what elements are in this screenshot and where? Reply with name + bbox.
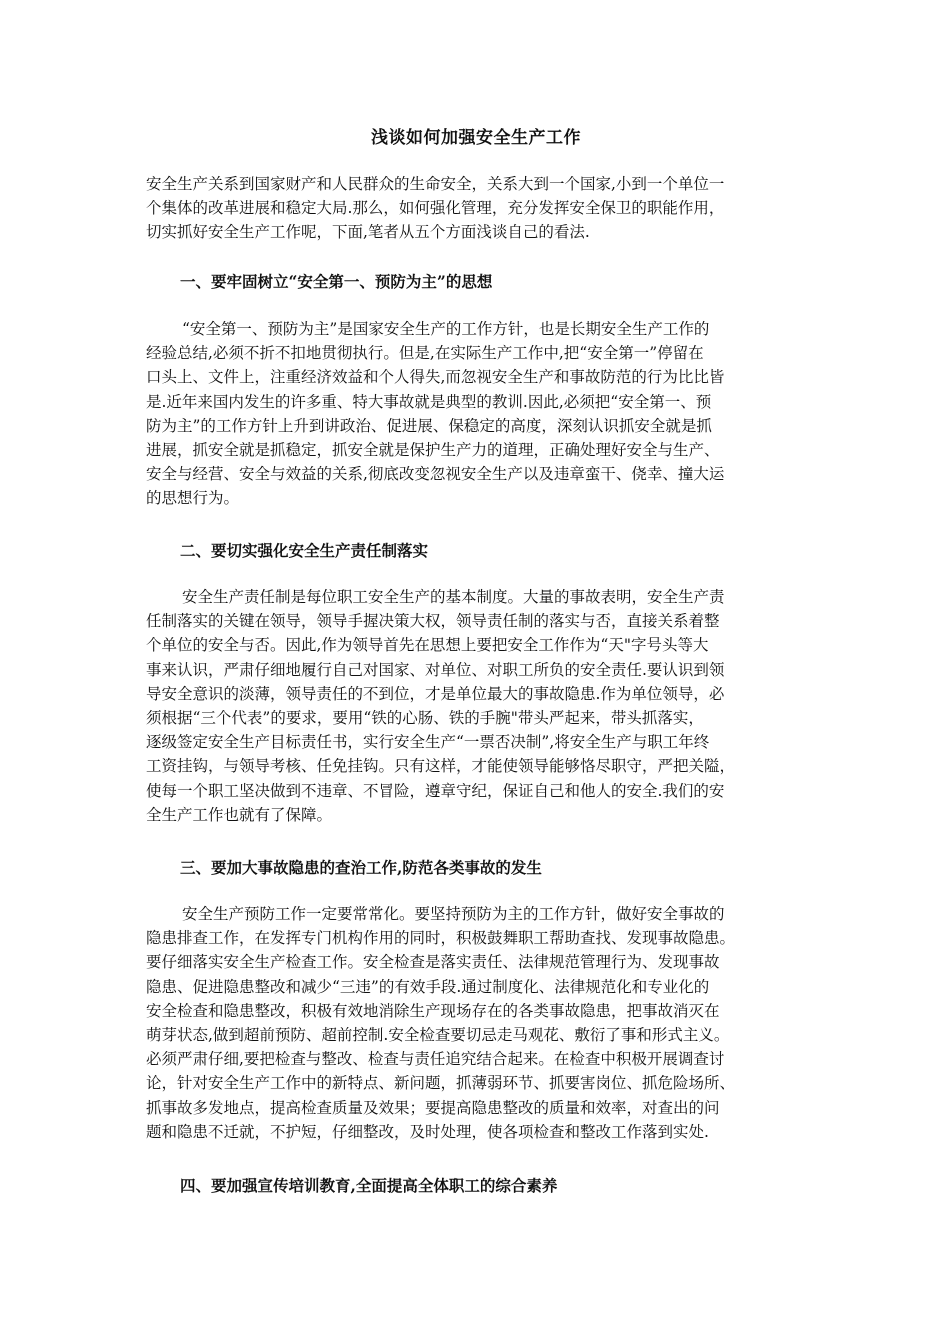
paragraph-line: 逐级签定安全生产目标责任书，实行安全生产“一票否决制”,将安全生产与职工年终 [146,733,710,752]
paragraph-line: 进展，抓安全就是抓稳定，抓安全就是保护生产力的道理，正确处理好安全与生产、 [146,440,720,459]
section-heading-4: 四、要加强宣传培训教育,全面提高全体职工的综合素养 [180,1176,558,1195]
paragraph-line: 安全生产责任制是每位职工安全生产的基本制度。大量的事故表明，安全生产责 [182,588,725,606]
section-paragraph-1 [146,317,806,511]
paragraph-line: 全生产工作也就有了保障。 [146,805,333,824]
paragraph-line: 的思想行为。 [146,489,240,508]
intro-line: 切实抓好安全生产工作呢，下面,笔者从五个方面浅谈自己的看法. [146,223,590,242]
paragraph-line: 要仔细落实安全生产检查工作。安全检查是落实责任、法律规范管理行为、发现事故 [146,953,720,972]
paragraph-line: 使每一个职工坚决做到不违章、不冒险，遵章守纪，保证自己和他人的安全.我们的安 [146,781,725,800]
paragraph-line: 个单位的安全与否。因此,作为领导首先在思想上要把安全工作作为“天"字号头等大 [146,636,709,655]
paragraph-line: 安全与经营、安全与效益的关系,彻底改变忽视安全生产以及违章蛮干、侥幸、撞大运 [146,465,725,484]
section-heading-2: 二、要切实强化安全生产责任制落实 [180,541,429,560]
paragraph-line: 安全生产预防工作一定要常常化。要坚持预防为主的工作方针，做好安全事故的 [182,905,725,923]
intro-line: 安全生产关系到国家财产和人民群众的生命安全，关系大到一个国家,小到一个单位一 [146,175,725,193]
document-title: 浅谈如何加强安全生产工作 [371,128,581,148]
paragraph-line: “安全第一、预防为主”是国家安全生产的工作方针，也是长期安全生产工作的 [182,320,710,338]
paragraph-line: 抓事故多发地点，提高检查质量及效果；要提高隐患整改的质量和效率，对查出的问 [146,1098,720,1117]
paragraph-line: 必须严肃仔细,要把检查与整改、检查与责任追究结合起来。在检查中积极开展调查讨 [146,1050,725,1069]
paragraph-line: 防为主”的工作方针上升到讲政治、促进展、保稳定的高度，深刻认识抓安全就是抓 [146,416,712,435]
paragraph-line: 隐患排查工作，在发挥专门机构作用的同时，积极鼓舞职工帮助查找、发现事故隐患。 [146,929,736,948]
section-paragraph-2 [146,585,806,827]
intro-paragraph [146,172,806,245]
paragraph-line: 须根据“三个代表”的要求，要用“铁的心肠、铁的手腕"带头严起来，带头抓落实， [146,708,704,727]
paragraph-line: 经验总结,必须不折不扣地贯彻执行。但是,在实际生产工作中,把“安全第一”停留在 [146,344,704,363]
paragraph-line: 是.近年来国内发生的许多重、特大事故就是典型的教训.因此,必须把“安全第一、预 [146,392,712,411]
paragraph-line: 事来认识，严肃仔细地履行自己对国家、对单位、对职工所负的安全责任.要认识到领 [146,660,725,679]
paragraph-line: 论，针对安全生产工作中的新特点、新问题，抓薄弱环节、抓要害岗位、抓危险场所、 [146,1074,736,1093]
section-paragraph-3 [146,902,806,1144]
paragraph-line: 工资挂钩，与领导考核、任免挂钩。只有这样，才能使领导能够恪尽职守，严把关隘， [146,757,736,776]
paragraph-line: 任制落实的关键在领导，领导手握决策大权，领导责任制的落实与否，直接关系着整 [146,612,720,631]
paragraph-line: 安全检查和隐患整改，积极有效地消除生产现场存在的各类事故隐患，把事故消灭在 [146,1001,720,1020]
section-heading-3: 三、要加大事故隐患的查治工作,防范各类事故的发生 [180,858,542,877]
paragraph-line: 口头上、文件上，注重经济效益和个人得失,而忽视安全生产和事故防范的行为比比皆 [146,368,725,387]
section-heading-1: 一、要牢固树立“安全第一、预防为主”的思想 [180,272,493,291]
paragraph-line: 萌芽状态,做到超前预防、超前控制.安全检查要切忌走马观花、敷衍了事和形式主义。 [146,1025,730,1044]
paragraph-line: 导安全意识的淡薄，领导责任的不到位，才是单位最大的事故隐患.作为单位领导，必 [146,684,725,703]
paragraph-line: 题和隐患不迁就，不护短，仔细整改，及时处理，使各项检查和整改工作落到实处. [146,1122,709,1141]
paragraph-line: 隐患、促进隐患整改和减少“三违”的有效手段.通过制度化、法律规范化和专业化的 [146,977,710,996]
intro-line: 个集体的改革进展和稳定大局.那么，如何强化管理，充分发挥安全保卫的职能作用， [146,199,725,218]
